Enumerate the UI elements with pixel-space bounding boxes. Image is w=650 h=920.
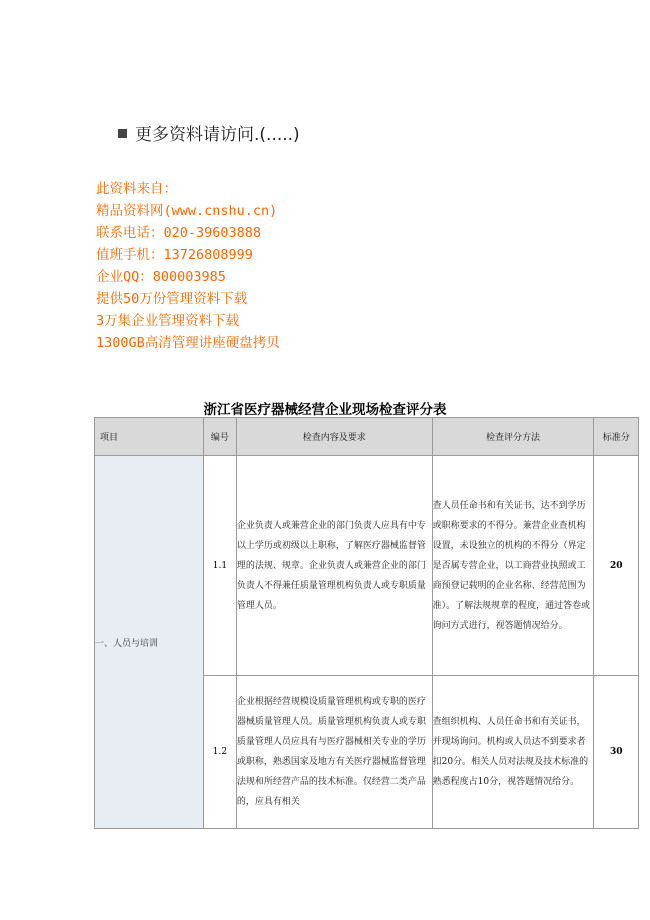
category-cell: 一、人员与培训 — [95, 456, 204, 829]
promo-line: 提供50万份管理资料下载 — [96, 291, 248, 307]
promo-line: 企业QQ：800003985 — [96, 269, 226, 285]
inspection-table — [94, 417, 639, 829]
promo-line: 此资料来自： — [96, 181, 177, 197]
document-title: 浙江省医疗器械经营企业现场检查评分表 — [203, 402, 447, 418]
promo-line: 联系电话：020-39603888 — [96, 225, 262, 241]
promo-line: 1300GB高清管理讲座硬盘拷贝 — [96, 335, 280, 351]
promo-line: 3万集企业管理资料下载 — [96, 313, 240, 329]
more-info-text: 更多资料请访问.(.....) — [135, 125, 300, 145]
table-header-row — [95, 418, 639, 456]
column-header-content: 检查内容及要求 — [236, 418, 432, 456]
row-content: 企业根据经营规模设质量管理机构或专职的医疗器械质量管理人员。质量管理机构负责人或专职质量管理人员应具有与医疗器械相关专业的学历或职称，熟悉国家及地方有关医疗器械监督管理法规和所经营产品的技术标准。仅经营二类产品的，应具有相关 — [236, 676, 432, 829]
square-bullet-icon — [118, 129, 127, 138]
row-method: 查组织机构、人员任命书和有关证书，并现场询问。机构或人员达不到要求者扣20分。相关人员对法规及技术标准的熟悉程度占10分，视答题情况给分。 — [432, 676, 594, 829]
row-content: 企业负责人或兼营企业的部门负责人应具有中专以上学历或初级以上职称，了解医疗器械监督管理的法规、规章。企业负责人或兼营企业的部门负责人不得兼任质量管理机构负责人或专职质量管理人员。 — [236, 456, 432, 676]
more-info-link[interactable] — [118, 120, 300, 145]
promo-block — [96, 178, 280, 354]
row-score: 20 — [594, 456, 639, 676]
table-row — [95, 456, 639, 676]
row-method: 查人员任命书和有关证书，达不到学历或职称要求的不得分。兼营企业查机构设置，未设独立的机构的不得分（界定是否属专营企业，以工商营业执照或工商预登记载明的企业名称、经营范围为准）。了解法规规章的程度，通过答卷或询问方式进行，视答题情况给分。 — [432, 456, 594, 676]
column-header-item: 项目 — [95, 418, 204, 456]
promo-line: 值班手机：13726808999 — [96, 247, 253, 263]
promo-line: 精品资料网(www.cnshu.cn) — [96, 203, 278, 219]
row-number: 1.1 — [204, 456, 237, 676]
column-header-score: 标准分 — [594, 418, 639, 456]
column-header-number: 编号 — [204, 418, 237, 456]
column-header-method: 检查评分方法 — [432, 418, 594, 456]
row-number: 1.2 — [204, 676, 237, 829]
row-score: 30 — [594, 676, 639, 829]
